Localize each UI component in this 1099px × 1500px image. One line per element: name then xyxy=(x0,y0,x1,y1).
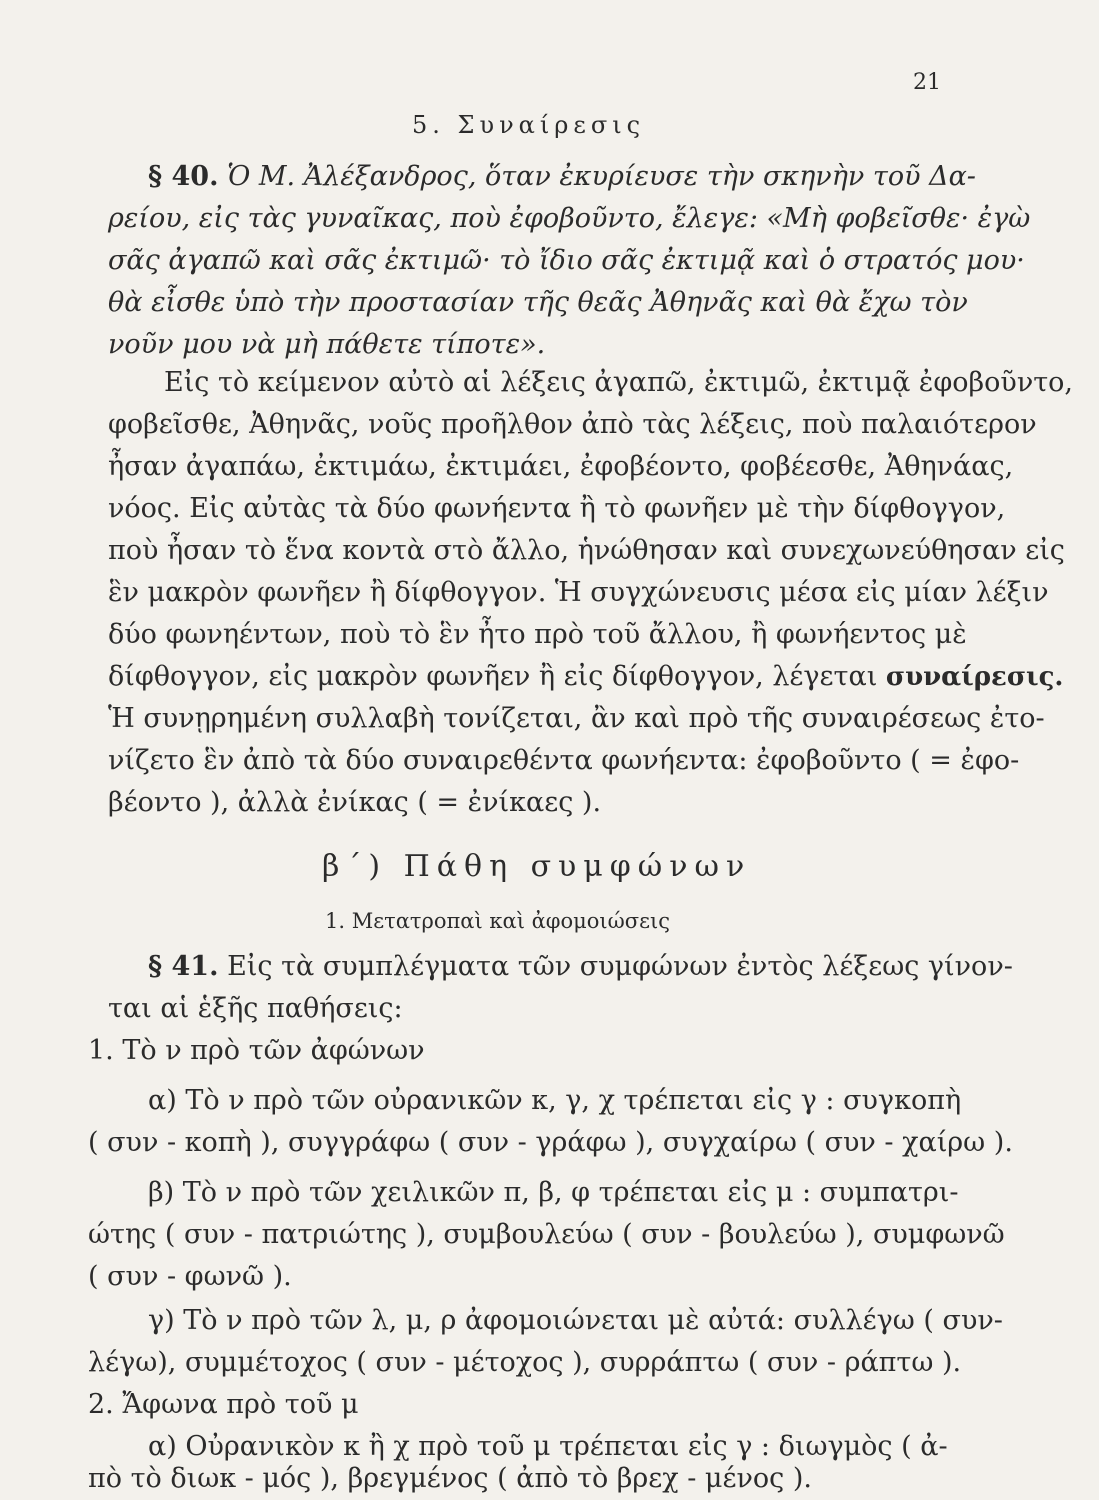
list-item-1a-line-2: ( συν - κοπὴ ), συγγράφω ( συν - γράφω ), συγχαίρω ( συν - χαίρω ). xyxy=(88,1127,1013,1158)
paragraph-40b-line-4: νόος. Εἰς αὐτὰς τὰ δύο φωνήεντα ἢ τὸ φωνῆεν μὲ τὴν δίφθογγον, xyxy=(108,493,1006,524)
list-item-2a-line-2: πὸ τὸ διωκ - μός ), βρεγμένος ( ἀπὸ τὸ βρεχ - μένος ). xyxy=(88,1463,812,1494)
paragraph-mark: § 41. xyxy=(148,951,219,982)
list-item-1b-line-1: β) Τὸ ν πρὸ τῶν χειλικῶν π, β, φ τρέπεται εἰς μ : συμπατρι- xyxy=(148,1177,959,1208)
paragraph-41-line-1: § 41. Εἰς τὰ συμπλέγματα τῶν συμφώνων ἐντὸς λέξεως γίνον- xyxy=(148,951,1013,982)
list-item-1a-line-1: α) Τὸ ν πρὸ τῶν οὐρανικῶν κ, γ, χ τρέπεται εἰς γ : συγκοπὴ xyxy=(148,1085,962,1116)
list-item-1b-line-2: ώτης ( συν - πατριώτης ), συμβουλεύω ( συν - βουλεύω ), συμφωνῶ xyxy=(88,1219,1005,1250)
paragraph-40b-line-2: φοβεῖσθε, Ἀθηνᾶς, νοῦς προῆλθον ἀπὸ τὰς λέξεις, ποὺ παλαιότερον xyxy=(108,409,1037,440)
list-item-1c-line-1: γ) Τὸ ν πρὸ τῶν λ, μ, ρ ἀφομοιώνεται μὲ αὐτά: συλλέγω ( συν- xyxy=(148,1305,1003,1336)
paragraph-40b-line-10: νίζετο ἓν ἀπὸ τὰ δύο συναιρεθέντα φωνήεντα: ἐφοβοῦντο ( = ἐφο- xyxy=(108,745,1020,776)
page-number: 21 xyxy=(913,70,941,95)
paragraph-40b-line-9: Ἡ συνῃρημένη συλλαβὴ τονίζεται, ἂν καὶ πρὸ τῆς συναιρέσεως ἐτο- xyxy=(108,703,1045,734)
paragraph-40b-line-11: βέοντο ), ἀλλὰ ἐνίκας ( = ἐνίκαες ). xyxy=(108,787,602,818)
term-synairesis: συναίρεσις. xyxy=(885,662,1064,692)
section-heading-pathi: β΄) Πάθη συμφώνων xyxy=(322,849,752,884)
paragraph-40b-line-7: δύο φωνηέντων, ποὺ τὸ ἓν ἦτο πρὸ τοῦ ἄλλου, ἢ φωνήεντος μὲ xyxy=(108,619,967,650)
paragraph-40b-line-5: ποὺ ἦσαν τὸ ἕνα κοντὰ στὸ ἄλλο, ἡνώθησαν καὶ συνεχωνεύθησαν εἰς xyxy=(108,535,1065,566)
list-item-1b-line-3: ( συν - φωνῶ ). xyxy=(88,1261,292,1292)
paragraph-40-line-1: § 40. Ὁ Μ. Ἀλέξανδρος, ὅταν ἐκυρίευσε τὴν σκηνὴν τοῦ Δα- xyxy=(148,161,976,192)
list-item-2a-line-1: α) Οὐρανικὸν κ ἢ χ πρὸ τοῦ μ τρέπεται εἰς γ : διωγμὸς ( ἀ- xyxy=(148,1431,948,1462)
paragraph-41-line-2: ται αἱ ἑξῆς παθήσεις: xyxy=(108,993,403,1024)
list-item-1c-line-2: λέγω), συμμέτοχος ( συν - μέτοχος ), συρράπτω ( συν - ράπτω ). xyxy=(88,1347,962,1378)
paragraph-40b-line-8: δίφθογγον, εἰς μακρὸν φωνῆεν ἢ εἰς δίφθογγον, λέγεται συναίρεσις. xyxy=(108,661,1064,692)
paragraph-mark: § 40. xyxy=(148,161,219,192)
paragraph-40b-line-3: ἦσαν ἀγαπάω, ἐκτιμάω, ἐκτιμάει, ἐφοβέοντο, φοβέεσθε, Ἀθηνάας, xyxy=(108,451,1014,482)
paragraph-40-line-3: σᾶς ἀγαπῶ καὶ σᾶς ἐκτιμῶ· τὸ ἴδιο σᾶς ἐκτιμᾷ καὶ ὁ στρατός μου· xyxy=(108,245,1025,276)
paragraph-40-line-4: θὰ εἶσθε ὑπὸ τὴν προστασίαν τῆς θεᾶς Ἀθηνᾶς καὶ θὰ ἔχω τὸν xyxy=(108,287,968,318)
paragraph-40-line-2: ρείου, εἰς τὰς γυναῖκας, ποὺ ἐφοβοῦντο, ἔλεγε: «Μὴ φοβεῖσθε· ἐγὼ xyxy=(108,203,1031,234)
subheading-metatropai: 1. Μετατροπαὶ καὶ ἀφομοιώσεις xyxy=(325,909,670,933)
paragraph-40b-line-6: ἓν μακρὸν φωνῆεν ἢ δίφθογγον. Ἡ συγχώνευσις μέσα εἰς μίαν λέξιν xyxy=(108,577,1049,608)
list-item-2: 2. Ἄφωνα πρὸ τοῦ μ xyxy=(88,1389,359,1420)
list-item-1: 1. Τὸ ν πρὸ τῶν ἀφώνων xyxy=(88,1035,425,1066)
paragraph-40-line-5: νοῦν μου νὰ μὴ πάθετε τίποτε». xyxy=(108,329,546,360)
paragraph-40b-line-1: Εἰς τὸ κείμενον αὐτὸ αἱ λέξεις ἀγαπῶ, ἐκτιμῶ, ἐκτιμᾷ ἐφοβοῦντο, xyxy=(164,367,1074,398)
section-heading-synairesis: 5. Συναίρεσις xyxy=(412,111,646,139)
